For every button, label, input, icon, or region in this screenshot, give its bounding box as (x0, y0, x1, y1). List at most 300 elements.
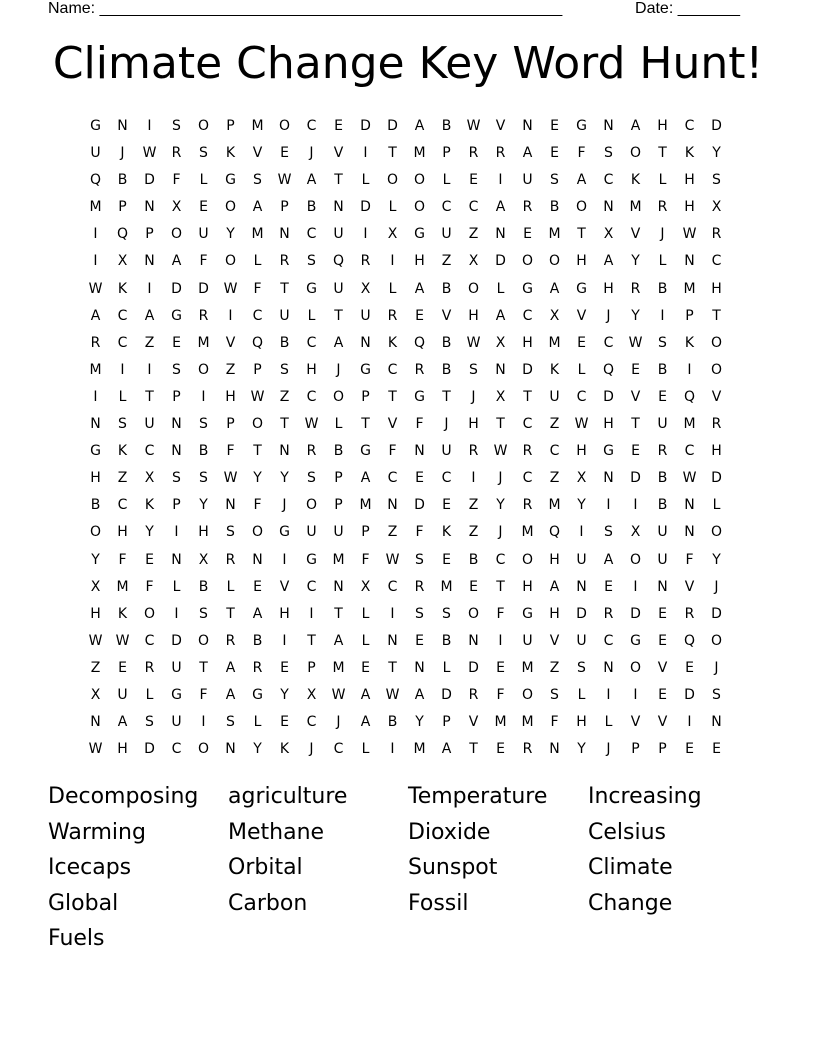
grid-letter: N (603, 118, 614, 134)
grid-letter: L (361, 632, 370, 649)
grid-letter: S (604, 524, 613, 541)
grid-letter: M (251, 118, 264, 134)
grid-letter: G (360, 443, 371, 460)
grid-letter: H (549, 551, 560, 568)
grid-letter: T (712, 307, 721, 324)
grid-letter: V (630, 388, 641, 405)
grid-letter: I (174, 605, 179, 622)
grid-letter: T (388, 388, 397, 405)
grid-letter: H (549, 605, 560, 622)
grid-letter: D (711, 470, 722, 487)
grid-letter: E (658, 632, 667, 649)
grid-letter: R (468, 686, 479, 703)
grid-letter: O (710, 524, 723, 541)
grid-letter: S (280, 361, 289, 378)
grid-letter: J (336, 714, 341, 731)
grid-letter: W (682, 470, 697, 487)
grid-letter: Y (496, 497, 505, 514)
grid-letter: C (603, 334, 614, 351)
grid-letter: D (468, 659, 479, 676)
grid-letter: D (711, 118, 722, 134)
grid-letter: O (710, 334, 723, 351)
grid-letter: M (521, 524, 534, 541)
grid-letter: O (467, 280, 480, 297)
grid-letter: P (226, 118, 235, 134)
grid-letter: V (684, 578, 695, 595)
grid-letter: W (223, 280, 238, 297)
grid-letter: U (171, 659, 182, 676)
grid-letter: I (390, 605, 395, 622)
grid-letter: A (360, 714, 371, 731)
grid-letter: A (117, 714, 128, 731)
grid-letter: C (441, 199, 452, 216)
grid-letter: Z (549, 416, 560, 433)
grid-letter: A (495, 307, 506, 324)
grid-letter: N (414, 443, 425, 460)
grid-letter: V (441, 307, 452, 324)
grid-row (82, 303, 730, 330)
grid-letter: W (628, 334, 643, 351)
grid-letter: X (576, 470, 587, 487)
grid-letter: T (280, 416, 289, 433)
grid-letter: B (657, 470, 668, 487)
grid-letter: C (468, 199, 479, 216)
grid-letter: S (604, 145, 613, 162)
grid-letter: I (660, 307, 665, 324)
grid-letter: I (93, 388, 98, 405)
grid-letter: W (223, 470, 238, 487)
grid-letter: P (361, 388, 370, 405)
grid-letter: A (225, 659, 236, 676)
grid-letter: G (414, 226, 425, 243)
grid-letter: E (604, 578, 613, 595)
grid-letter: E (685, 741, 694, 758)
grid-letter: D (171, 632, 182, 649)
grid-letter: V (630, 714, 641, 731)
grid-letter: G (171, 686, 182, 703)
grid-letter: B (657, 361, 668, 378)
grid-letter: H (657, 118, 668, 134)
grid-letter: Y (253, 741, 262, 758)
grid-letter: Y (226, 226, 235, 243)
grid-letter: U (657, 524, 668, 541)
grid-letter: W (142, 145, 157, 162)
grid-letter: T (469, 741, 478, 758)
grid-letter: D (576, 605, 587, 622)
grid-letter: C (117, 307, 128, 324)
grid-letter: L (361, 741, 370, 758)
grid-letter: A (441, 741, 452, 758)
grid-letter: T (334, 172, 343, 189)
grid-letter: L (577, 686, 586, 703)
grid-letter: O (386, 172, 399, 189)
grid-letter: Q (683, 388, 696, 405)
grid-letter: R (657, 199, 668, 216)
grid-letter: I (579, 524, 584, 541)
grid-letter: M (548, 334, 561, 351)
grid-letter: L (307, 307, 316, 324)
grid-letter: C (711, 253, 722, 270)
grid-letter: E (145, 551, 154, 568)
grid-row (82, 384, 730, 411)
grid-letter: H (576, 253, 587, 270)
grid-row (82, 736, 730, 763)
grid-letter: E (658, 388, 667, 405)
grid-letter: E (469, 172, 478, 189)
grid-letter: E (631, 443, 640, 460)
grid-letter: G (90, 118, 101, 134)
grid-row (82, 140, 730, 167)
grid-letter: D (495, 253, 506, 270)
grid-letter: G (306, 551, 317, 568)
word-list-item: Change (588, 890, 673, 916)
grid-letter: O (197, 741, 210, 758)
grid-letter: S (199, 416, 208, 433)
word-list-item: Celsius (588, 819, 666, 845)
grid-letter: Y (577, 497, 586, 514)
grid-letter: M (548, 497, 561, 514)
grid-letter: V (549, 632, 560, 649)
page-title: Climate Change Key Word Hunt! (52, 38, 764, 89)
grid-letter: O (305, 497, 318, 514)
grid-letter: C (117, 334, 128, 351)
grid-letter: J (471, 388, 476, 405)
grid-letter: M (683, 280, 696, 297)
grid-letter: V (711, 388, 722, 405)
grid-letter: U (657, 416, 668, 433)
grid-letter: N (603, 199, 614, 216)
grid-letter: M (251, 226, 264, 243)
grid-letter: Y (145, 524, 154, 541)
grid-letter: W (115, 632, 130, 649)
grid-letter: H (711, 280, 722, 297)
grid-letter: N (495, 226, 506, 243)
grid-letter: S (550, 172, 559, 189)
grid-letter: U (144, 416, 155, 433)
grid-letter: F (199, 686, 208, 703)
grid-letter: R (414, 361, 425, 378)
grid-letter: T (199, 659, 208, 676)
grid-letter: H (684, 199, 695, 216)
grid-letter: R (495, 145, 506, 162)
grid-letter: N (279, 443, 290, 460)
grid-letter: W (682, 226, 697, 243)
grid-letter: J (498, 524, 503, 541)
word-list-item: Fossil (408, 890, 469, 916)
grid-letter: U (522, 172, 533, 189)
grid-letter: A (576, 172, 587, 189)
grid-letter: E (280, 659, 289, 676)
grid-letter: B (198, 443, 209, 460)
grid-letter: F (172, 172, 181, 189)
grid-letter: H (117, 741, 128, 758)
grid-letter: Z (549, 470, 560, 487)
grid-letter: D (144, 172, 155, 189)
grid-letter: C (522, 416, 533, 433)
grid-letter: Q (251, 334, 264, 351)
grid-letter: I (390, 741, 395, 758)
grid-letter: W (331, 686, 346, 703)
grid-letter: W (250, 388, 265, 405)
grid-letter: D (360, 118, 371, 134)
grid-letter: Y (631, 253, 640, 270)
grid-letter: A (603, 253, 614, 270)
grid-letter: X (387, 226, 398, 243)
grid-letter: S (577, 659, 586, 676)
grid-letter: Z (468, 226, 479, 243)
grid-letter: S (172, 118, 181, 134)
grid-letter: N (117, 118, 128, 134)
grid-letter: L (442, 172, 451, 189)
grid-letter: F (253, 497, 262, 514)
grid-letter: Q (413, 334, 426, 351)
grid-letter: C (306, 578, 317, 595)
grid-letter: I (147, 361, 152, 378)
grid-letter: H (684, 172, 695, 189)
grid-letter: V (387, 416, 398, 433)
word-list-item: Carbon (228, 890, 308, 916)
grid-letter: U (279, 307, 290, 324)
word-list-item: Temperature (408, 784, 548, 809)
grid-letter: N (522, 118, 533, 134)
grid-letter: Y (280, 470, 289, 487)
grid-letter: S (415, 605, 424, 622)
grid-letter: U (576, 632, 587, 649)
grid-letter: L (442, 659, 451, 676)
grid-letter: F (685, 551, 694, 568)
grid-letter: I (93, 253, 98, 270)
grid-letter: W (466, 334, 481, 351)
grid-letter: R (630, 280, 641, 297)
grid-letter: L (712, 497, 721, 514)
grid-letter: R (522, 741, 533, 758)
grid-letter: M (548, 226, 561, 243)
grid-letter: G (603, 443, 614, 460)
grid-letter: E (658, 686, 667, 703)
grid-letter: F (199, 253, 208, 270)
grid-letter: L (577, 361, 586, 378)
grid-letter: E (280, 714, 289, 731)
grid-letter: Y (199, 497, 208, 514)
grid-letter: Y (415, 714, 424, 731)
grid-letter: C (387, 578, 398, 595)
grid-letter: K (117, 605, 128, 622)
grid-letter: V (279, 578, 290, 595)
grid-letter: O (170, 226, 183, 243)
grid-row (82, 628, 730, 655)
grid-letter: D (630, 470, 641, 487)
grid-letter: H (306, 361, 317, 378)
grid-letter: D (603, 388, 614, 405)
grid-letter: S (550, 686, 559, 703)
grid-letter: E (415, 632, 424, 649)
grid-letter: Z (90, 659, 101, 676)
grid-letter: B (441, 361, 452, 378)
grid-letter: S (199, 470, 208, 487)
grid-letter: P (145, 226, 154, 243)
grid-letter: M (359, 497, 372, 514)
grid-letter: K (279, 741, 290, 758)
grid-letter: O (521, 551, 534, 568)
grid-letter: X (495, 388, 506, 405)
grid-letter: F (577, 145, 586, 162)
grid-letter: N (144, 253, 155, 270)
grid-letter: O (413, 172, 426, 189)
grid-letter: J (282, 497, 287, 514)
grid-letter: P (172, 388, 181, 405)
grid-letter: P (307, 659, 316, 676)
grid-letter: X (144, 470, 155, 487)
grid-letter: E (550, 118, 559, 134)
grid-letter: A (360, 686, 371, 703)
grid-letter: G (522, 605, 533, 622)
grid-letter: B (657, 497, 668, 514)
grid-letter: G (414, 388, 425, 405)
grid-letter: R (468, 145, 479, 162)
grid-letter: G (522, 280, 533, 297)
grid-letter: C (441, 470, 452, 487)
grid-letter: S (118, 416, 127, 433)
grid-letter: K (144, 497, 155, 514)
grid-letter: I (606, 686, 611, 703)
grid-letter: P (118, 199, 127, 216)
word-list-item: Climate (588, 855, 673, 880)
grid-letter: L (658, 253, 667, 270)
grid-letter: M (413, 145, 426, 162)
grid-letter: N (387, 632, 398, 649)
grid-letter: R (711, 416, 722, 433)
grid-letter: E (712, 741, 721, 758)
grid-letter: H (279, 605, 290, 622)
word-list-item: Global (48, 890, 119, 916)
grid-letter: S (658, 334, 667, 351)
letter-grid (82, 113, 730, 763)
grid-letter: X (90, 686, 101, 703)
grid-letter: R (684, 605, 695, 622)
grid-letter: P (280, 199, 289, 216)
grid-letter: U (657, 551, 668, 568)
grid-letter: W (88, 632, 103, 649)
grid-row (82, 492, 730, 519)
grid-letter: W (574, 416, 589, 433)
grid-letter: X (630, 524, 641, 541)
grid-letter: Z (468, 524, 479, 541)
grid-letter: O (575, 199, 588, 216)
word-list-item: Orbital (228, 855, 303, 880)
grid-letter: F (496, 605, 505, 622)
grid-letter: Z (144, 334, 155, 351)
grid-letter: P (334, 470, 343, 487)
grid-letter: R (522, 497, 533, 514)
grid-letter: Z (117, 470, 128, 487)
grid-letter: C (684, 118, 695, 134)
grid-letter: H (576, 443, 587, 460)
grid-letter: Z (441, 253, 452, 270)
grid-letter: I (687, 714, 692, 731)
grid-letter: T (631, 416, 640, 433)
grid-letter: Z (549, 659, 560, 676)
grid-letter: F (415, 524, 424, 541)
grid-letter: D (387, 118, 398, 134)
grid-letter: O (197, 632, 210, 649)
grid-letter: H (522, 334, 533, 351)
grid-letter: C (603, 172, 614, 189)
word-list-item: agriculture (228, 784, 348, 809)
grid-letter: N (90, 416, 101, 433)
grid-letter: T (496, 416, 505, 433)
grid-letter: M (440, 578, 453, 595)
grid-letter: F (361, 551, 370, 568)
grid-letter: S (712, 172, 721, 189)
grid-letter: D (171, 280, 182, 297)
grid-letter: M (413, 741, 426, 758)
grid-letter: O (467, 605, 480, 622)
grid-letter: N (684, 497, 695, 514)
grid-letter: E (442, 551, 451, 568)
grid-letter: B (441, 280, 452, 297)
grid-letter: O (224, 199, 237, 216)
grid-letter: P (442, 145, 451, 162)
grid-letter: G (171, 307, 182, 324)
grid-letter: A (414, 280, 425, 297)
grid-letter: E (523, 226, 532, 243)
grid-letter: M (332, 659, 345, 676)
grid-letter: X (306, 686, 317, 703)
grid-letter: W (385, 686, 400, 703)
grid-letter: A (495, 199, 506, 216)
grid-letter: C (144, 443, 155, 460)
grid-letter: D (414, 497, 425, 514)
grid-letter: D (630, 605, 641, 622)
grid-letter: Y (712, 551, 721, 568)
grid-letter: V (225, 334, 236, 351)
grid-letter: O (629, 659, 642, 676)
grid-row (82, 411, 730, 438)
grid-letter: N (711, 714, 722, 731)
grid-letter: S (172, 361, 181, 378)
grid-letter: Z (279, 388, 290, 405)
grid-letter: F (388, 443, 397, 460)
grid-letter: U (117, 686, 128, 703)
grid-letter: N (252, 551, 263, 568)
grid-letter: S (172, 470, 181, 487)
grid-row (82, 194, 730, 221)
grid-letter: X (495, 334, 506, 351)
grid-row (82, 357, 730, 384)
grid-letter: L (334, 416, 343, 433)
grid-letter: O (629, 551, 642, 568)
grid-letter: W (493, 443, 508, 460)
grid-letter: N (171, 416, 182, 433)
grid-letter: Q (116, 226, 129, 243)
grid-letter: J (714, 659, 719, 676)
grid-letter: E (469, 578, 478, 595)
grid-letter: U (549, 388, 560, 405)
grid-letter: X (90, 578, 101, 595)
grid-letter: I (633, 497, 638, 514)
grid-letter: E (496, 741, 505, 758)
grid-letter: N (387, 497, 398, 514)
grid-letter: L (604, 714, 613, 731)
grid-letter: U (90, 145, 101, 162)
grid-letter: E (415, 470, 424, 487)
grid-letter: B (657, 280, 668, 297)
grid-letter: I (228, 307, 233, 324)
grid-letter: B (333, 443, 344, 460)
grid-letter: T (496, 578, 505, 595)
grid-letter: C (495, 551, 506, 568)
grid-letter: P (334, 497, 343, 514)
